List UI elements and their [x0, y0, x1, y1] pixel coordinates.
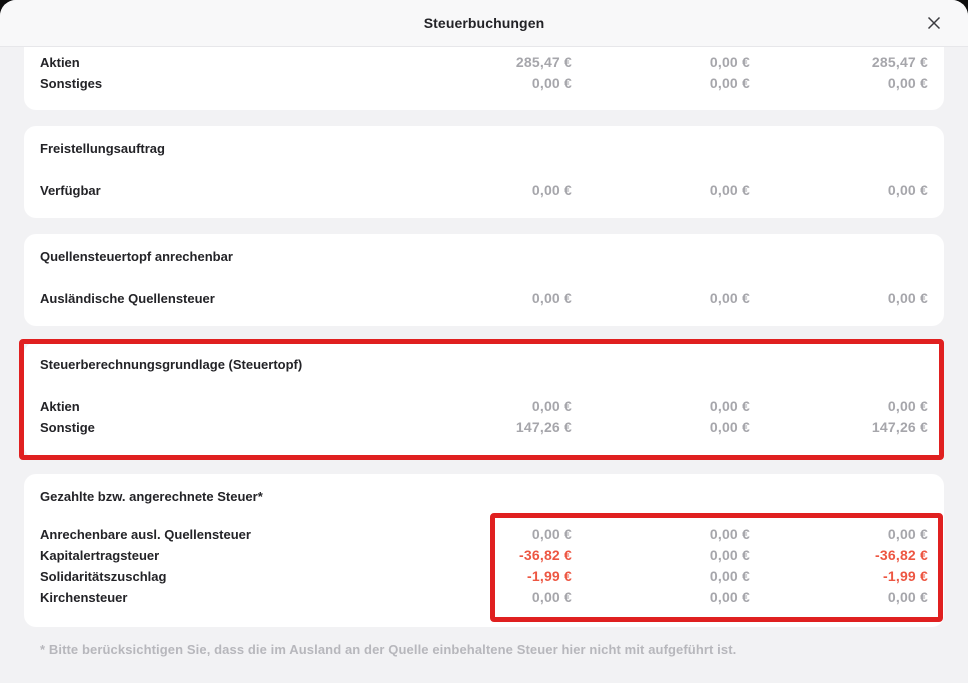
row-value: 0,00 € [709, 398, 750, 414]
row-value: 0,00 € [887, 589, 928, 605]
row-value: 0,00 € [531, 290, 572, 306]
row-value: 0,00 € [709, 419, 750, 435]
table-row [40, 417, 928, 438]
modal-title: Steuerbuchungen [423, 15, 545, 31]
row-value: 0,00 € [531, 182, 572, 198]
row-value: 0,00 € [531, 526, 572, 542]
row-label: Solidaritätszuschlag [40, 569, 167, 584]
section-heading: Quellensteuertopf anrechenbar [40, 249, 233, 264]
modal-content [0, 47, 968, 658]
row-label: Aktien [40, 399, 80, 414]
row-label: Sonstige [40, 420, 95, 435]
row-label: Aktien [40, 55, 80, 70]
row-value: 0,00 € [709, 526, 750, 542]
row-value: 147,26 € [515, 419, 572, 435]
row-value: -1,99 € [883, 568, 928, 584]
row-value: 0,00 € [709, 290, 750, 306]
row-value: 0,00 € [887, 526, 928, 542]
row-value: 0,00 € [709, 568, 750, 584]
row-value: 0,00 € [887, 75, 928, 91]
footnote-text: * Bitte berücksichtigen Sie, dass die im Ausland an der Quelle einbehaltene Steuer hier nicht mit aufgeführt ist. [40, 642, 737, 657]
table-row [40, 396, 928, 417]
table-row [40, 52, 928, 73]
row-label: Kirchensteuer [40, 590, 128, 605]
row-value: -1,99 € [527, 568, 572, 584]
section-heading: Gezahlte bzw. angerechnete Steuer* [40, 489, 263, 504]
row-label: Kapitalertragsteuer [40, 548, 160, 563]
row-value: -36,82 € [519, 547, 572, 563]
table-row [40, 180, 928, 201]
row-value: 0,00 € [709, 589, 750, 605]
table-row [40, 73, 928, 94]
row-value: 0,00 € [709, 182, 750, 198]
card-freistellungsauftrag [24, 126, 944, 218]
card-gezahlte-steuer [24, 474, 944, 627]
table-row [40, 524, 928, 545]
card-scrolled-values [24, 47, 944, 110]
table-row [40, 587, 928, 608]
row-value: 0,00 € [887, 398, 928, 414]
row-label: Verfügbar [40, 183, 101, 198]
row-value: 0,00 € [531, 398, 572, 414]
table-row [40, 545, 928, 566]
card-steuerberechnungsgrundlage [24, 342, 944, 458]
section-heading: Freistellungsauftrag [40, 141, 165, 156]
row-label: Sonstiges [40, 76, 103, 91]
row-value: 285,47 € [515, 54, 572, 70]
row-label: Ausländische Quellensteuer [40, 291, 215, 306]
card-quellensteuertopf [24, 234, 944, 326]
row-value: 0,00 € [887, 290, 928, 306]
row-value: 0,00 € [531, 589, 572, 605]
modal-header [0, 0, 968, 47]
row-value: 285,47 € [871, 54, 928, 70]
table-row [40, 566, 928, 587]
close-button[interactable] [920, 9, 948, 37]
row-value: 0,00 € [531, 75, 572, 91]
row-value: 0,00 € [887, 182, 928, 198]
table-row [40, 288, 928, 309]
row-value: 147,26 € [871, 419, 928, 435]
row-label: Anrechenbare ausl. Quellensteuer [40, 527, 251, 542]
close-icon [925, 14, 943, 32]
row-value: 0,00 € [709, 54, 750, 70]
row-value: 0,00 € [709, 547, 750, 563]
row-value: -36,82 € [875, 547, 928, 563]
row-value: 0,00 € [709, 75, 750, 91]
section-heading: Steuerberechnungsgrundlage (Steuertopf) [40, 357, 303, 372]
